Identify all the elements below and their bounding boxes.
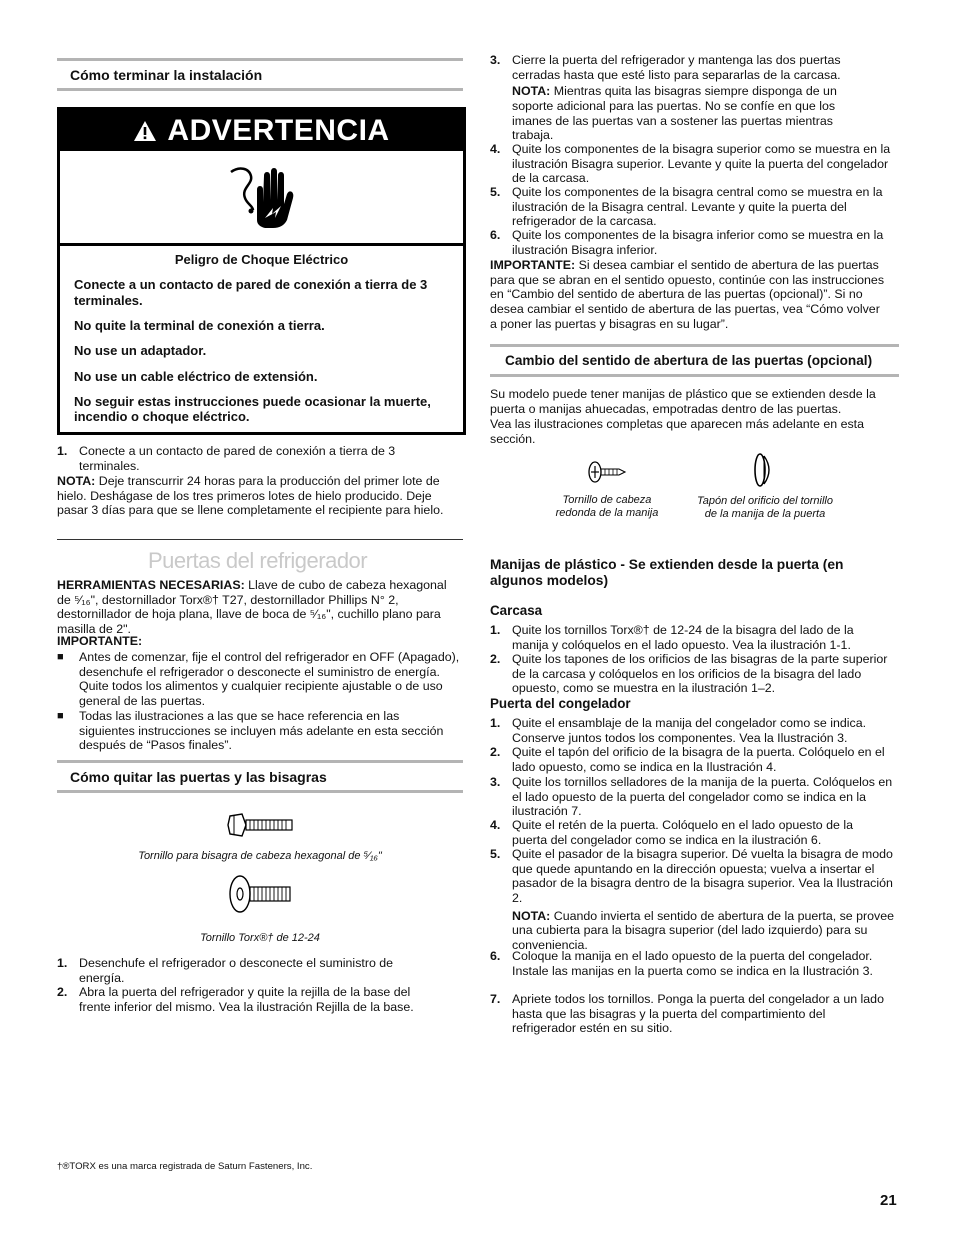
freezer-heading: Puerta del congelador bbox=[490, 696, 631, 711]
importante-label: IMPORTANTE: bbox=[57, 634, 143, 648]
list-item: 6. Coloque la manija en el lado opuesto de la puerta del congelador. Instale las manijas en la puerta como se indica en la Ilustración 3. bbox=[490, 949, 873, 978]
step-text: Conecte a un contacto de pared de conexión a tierra de 3 terminales. bbox=[79, 444, 396, 473]
page-number: 21 bbox=[880, 1192, 897, 1209]
bullet-text: Todas las ilustraciones a las que se hace referencia en las siguientes instrucciones se incluyen más adelante en esta sección después de “Pasos finales”. bbox=[79, 709, 444, 753]
round-screw-caption: Tornillo de cabeza redonda de la manija bbox=[555, 494, 659, 519]
importante-paragraph: IMPORTANTE: Si desea cambiar el sentido de abertura de las puertas para que se abran en el sentido opuesto, continúe con las instrucciones en “Cambio del sentido de abertura de las puertas (opcional)”. Si no desea cambiar el sentido de abertura de las puertas, vea “Cómo volver a poner las puertas y bisagras en su lugar”. bbox=[490, 258, 885, 331]
list-item: 6. Quite los componentes de la bisagra inferior como se muestra en la ilustración Bisagra inferior. bbox=[490, 228, 884, 257]
list-item: ■ Antes de comenzar, fije el control del refrigerador en OFF (Apagado), desenchufe el refrigerador o desconecte el suministro de energía. Quite todos los alimentos y cualquier recipiente ajustable o de uso general de las puertas. bbox=[57, 650, 463, 709]
plastic-heading: Manijas de plástico - Se extienden desde la puerta (en algunos modelos) bbox=[490, 557, 844, 589]
intro-paragraph: Vea las ilustraciones completas que aparecen más adelante en esta sección. bbox=[490, 417, 865, 446]
list-item: 3. Cierre la puerta del refrigerador y mantenga las dos puertas cerradas hasta que esté listo para separarlas de la carcasa. NOTA: Mientras quita las bisagras siempre disponga de un soporte adicional para las puertas. No se confíe en que los imanes de las puertas van a sostener las puertas mientras trabaja. bbox=[490, 53, 841, 143]
nota-paragraph bbox=[57, 474, 463, 518]
intro-paragraph: Su modelo puede tener manijas de plástico que se extienden desde la puerta o manijas ahuecadas, empotradas dentro de las puertas. bbox=[490, 387, 876, 416]
step-text: Desenchufe el refrigerador o desconecte el suministro de energía. bbox=[79, 956, 394, 985]
list-item: 4. Quite el retén de la puerta. Colóquelo en el lado opuesto de la puerta del congelador como se indica en la ilustración 6. bbox=[490, 818, 853, 847]
list-item: 4. Quite los componentes de la bisagra superior como se muestra en la ilustración Bisagra superior. Levante y quite la puerta del congelador de la carcasa. bbox=[490, 142, 891, 186]
remove-heading: Cómo quitar las puertas y las bisagras bbox=[70, 769, 327, 785]
list-item: 1. Quite los tornillos Torx®† de 12-24 de la bisagra del lado de la manija y colóquelos en el lado opuesto. Vea la ilustración 1-1. bbox=[490, 623, 854, 652]
warning-line: No quite la terminal de conexión a tierra. bbox=[74, 317, 325, 333]
warning-title-bar bbox=[60, 110, 463, 151]
hole-plug-icon bbox=[752, 452, 776, 488]
section-rule bbox=[490, 344, 899, 347]
footnote: †®TORX es una marca registrada de Saturn Fasteners, Inc. bbox=[57, 1161, 313, 1172]
list-item: 1. Quite el ensamblaje de la manija del congelador como se indica. Conserve juntos todos los componentes. Vea la Ilustración 3. bbox=[490, 716, 867, 745]
nota-text: Deje transcurrir 24 horas para la producción del primer lote de hielo. Deshágase de los tres primeros lotes de hielo producido. Deje pasar 3 días para que se llene completamente el recipiente para hielo. bbox=[57, 474, 444, 518]
bullet-text: Antes de comenzar, fije el control del refrigerador en OFF (Apagado), desenchufe el refrigerador o desconecte el suministro de energía. Quite todos los alimentos y cualquier recipiente ajustable o de uso general de las puertas. bbox=[79, 650, 460, 708]
list-item: 2. Abra la puerta del refrigerador y quite la rejilla de la base del frente inferior del mismo. Vea la ilustración Rejilla de la base. bbox=[57, 985, 443, 1014]
warning-line: No use un cable eléctrico de extensión. bbox=[74, 368, 318, 384]
list-item: 2. Quite los tapones de los orificios de las bisagras de la parte superior de la carcasa y colóquelos en los orificios de la bisagra del lado opuesto, como se muestra en la ilustración 1–2. bbox=[490, 652, 888, 696]
tools-label: HERRAMIENTAS NECESARIAS: bbox=[57, 578, 245, 592]
warning-box bbox=[57, 107, 466, 435]
list-item: 3. Quite los tornillos selladores de la manija de la puerta. Colóquelos en el lado opuesto de la puerta del congelador como se indica en la ilustración 7. bbox=[490, 775, 893, 819]
section-rule bbox=[57, 88, 463, 91]
warning-text bbox=[60, 246, 463, 425]
section-title: Puertas del refrigerador bbox=[148, 548, 368, 573]
warning-hazard: Peligro de Choque Eléctrico bbox=[174, 252, 349, 267]
list-item: 7. Apriete todos los tornillos. Ponga la puerta del congelador a un lado hasta que las bisagras y la puerta del compartimiento del refrigerador estén en su sitio. bbox=[490, 992, 884, 1036]
warning-triangle-icon bbox=[133, 120, 157, 142]
install-heading: Cómo terminar la instalación bbox=[70, 67, 263, 83]
plug-caption: Tapón del orificio del tornillo de la manija de la puerta bbox=[697, 495, 833, 520]
list-item: 1. Desenchufe el refrigerador o desconecte el suministro de energía. bbox=[57, 956, 427, 985]
tools-paragraph bbox=[57, 578, 463, 637]
electric-shock-hand-icon bbox=[227, 164, 297, 230]
torx-screw-caption: Tornillo Torx®† de 12-24 bbox=[200, 932, 320, 944]
round-head-screw-icon bbox=[587, 460, 627, 484]
nota-label: NOTA: bbox=[57, 474, 96, 488]
section-rule bbox=[57, 760, 463, 763]
list-item: 1. Conecte a un contacto de pared de conexión a tierra de 3 terminales. bbox=[57, 444, 417, 473]
torx-screw-icon bbox=[228, 874, 292, 914]
warning-line: No seguir estas instrucciones puede ocasionar la muerte, incendio o choque eléctrico. bbox=[74, 393, 431, 425]
list-item: 5. Quite los componentes de la bisagra central como se muestra en la ilustración de la Bisagra central. Levante y quite la puerta del refrigerador de la carcasa. bbox=[490, 185, 883, 229]
step-text: Abra la puerta del refrigerador y quite la rejilla de la base del frente inferior del mismo. Vea la ilustración Rejilla de la base. bbox=[79, 985, 414, 1014]
shock-hazard-area bbox=[60, 151, 463, 246]
section-rule bbox=[490, 374, 899, 377]
list-item: 2. Quite el tapón del orificio de la bisagra de la puerta. Colóquelo en el lado opuesto, como se indica en la Ilustración 4. bbox=[490, 745, 885, 774]
section-rule bbox=[57, 58, 463, 61]
list-item: ■ Todas las ilustraciones a las que se hace referencia en las siguientes instrucciones se incluyen más adelante en esta sección después de “Pasos finales”. bbox=[57, 709, 457, 753]
carcasa-heading: Carcasa bbox=[490, 603, 543, 618]
hex-screw-caption: Tornillo para bisagra de cabeza hexagonal de ⁵⁄₁₆" bbox=[138, 850, 382, 862]
step-text: Cierre la puerta del refrigerador y mantenga las dos puertas cerradas hasta que esté listo para separarlas de la carcasa. bbox=[512, 53, 841, 82]
warning-line: Conecte a un contacto de pared de conexión a tierra de 3 terminales. bbox=[74, 277, 428, 308]
warning-line: No use un adaptador. bbox=[74, 343, 207, 359]
list-item: 5. Quite el pasador de la bisagra superior. Dé vuelta la bisagra de modo que quede apuntando en la dirección opuesta; vuelva a insertar el pasador de la bisagra dentro de la bisagra superior. Vea la Ilustración 2. NOTA: Cuando invierta el sentido de abertura de la puerta, se provee una cubierta para la bisagra superior (del lado izquierdo) para su conveniencia. bbox=[490, 847, 895, 952]
warning-title: ADVERTENCIA bbox=[167, 113, 390, 147]
section-rule bbox=[57, 539, 463, 540]
reverse-heading: Cambio del sentido de abertura de las puertas (opcional) bbox=[505, 353, 873, 368]
section-rule bbox=[57, 790, 463, 793]
hex-head-screw-icon bbox=[226, 812, 294, 838]
tools-text: Llave de cubo de cabeza hexagonal de ⁵⁄₁₆", destornillador Torx®† T27, destornillador Phillips N° 2, destornillador de hoja plana, llave de boca de ⁵⁄₁₆", cuchillo plano para masilla de 2". bbox=[57, 578, 447, 636]
